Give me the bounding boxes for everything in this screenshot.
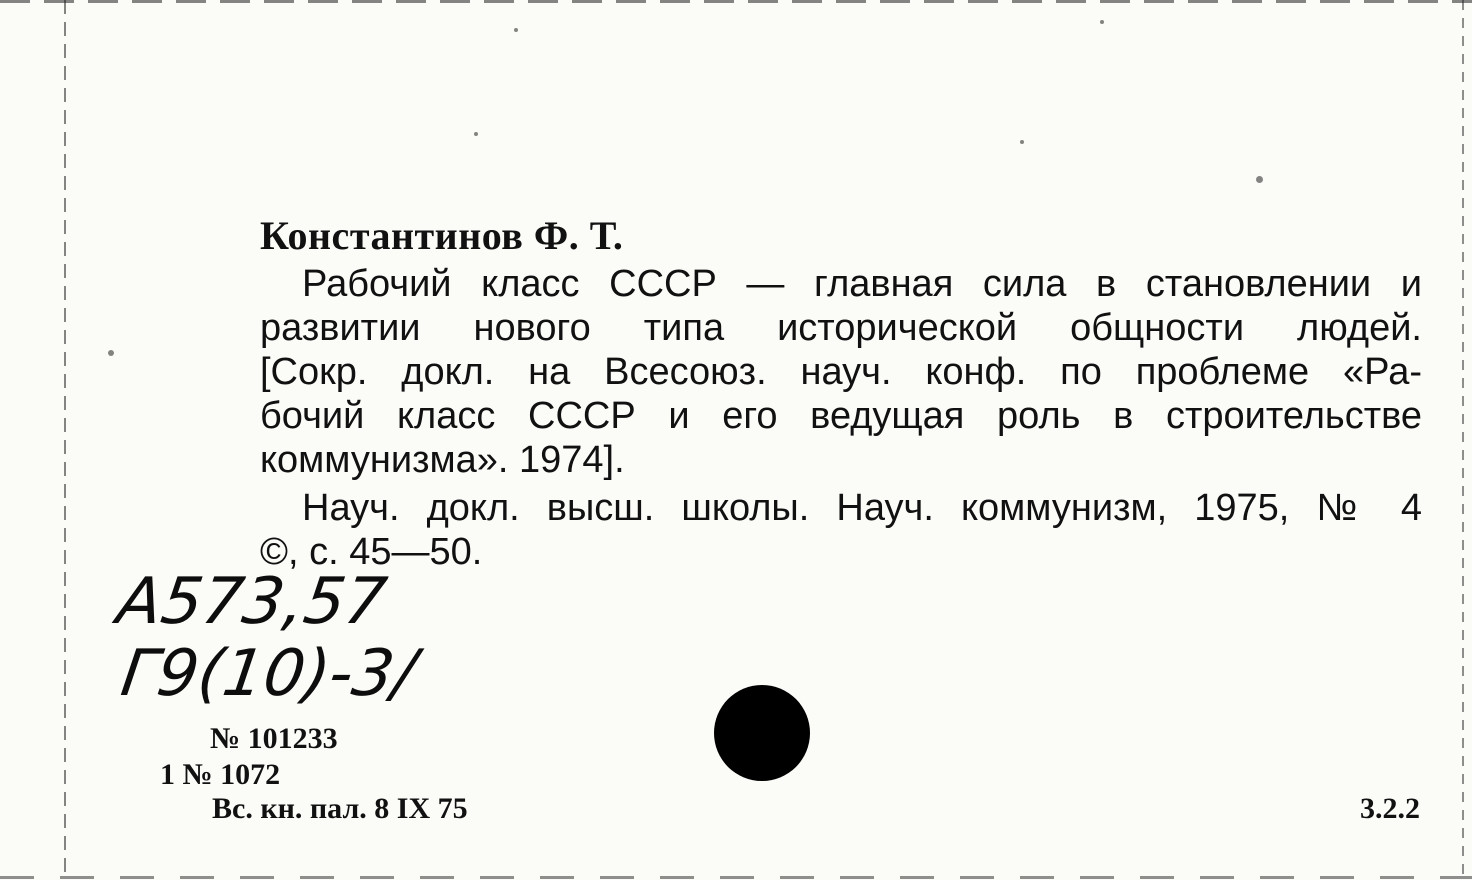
card-right-border (1462, 0, 1464, 880)
card-left-border (64, 0, 66, 880)
handwritten-shelfmark: А573,57 (112, 565, 391, 639)
print-speck (474, 132, 478, 136)
handwritten-classification: Г9(10)-3/ (116, 637, 421, 711)
print-speck (1100, 20, 1104, 24)
issue-count: 1 № 1072 (160, 758, 281, 791)
card-bottom-border (0, 876, 1472, 879)
title-line: Рабочий класс СССР — главная сила в становлении и (302, 263, 1422, 305)
source-line: Науч. докл. высш. школы. Науч. коммунизм, 1975, № 4 (302, 487, 1422, 529)
card-top-border (0, 0, 1472, 3)
author-name: Константинов Ф. Т. (260, 213, 624, 258)
title-line: бочий класс СССР и его ведущая роль в строительстве (260, 395, 1422, 437)
title-line: [Сокр. докл. на Всесоюз. науч. конф. по проблеме «Ра- (260, 351, 1422, 393)
registry-stamp: Вс. кн. пал. 8 IX 75 (212, 792, 468, 825)
title-line: коммунизма». 1974]. (260, 439, 625, 481)
punch-hole (714, 685, 810, 781)
classification-code: 3.2.2 (1360, 792, 1420, 825)
title-line: развитии нового типа исторической общности людей. (260, 307, 1422, 349)
print-speck (514, 28, 518, 32)
print-speck (1256, 176, 1263, 183)
print-speck (108, 350, 114, 356)
print-speck (1020, 140, 1024, 144)
card-number: № 101233 (210, 722, 338, 755)
source-line: ©, с. 45—50. (260, 531, 483, 573)
